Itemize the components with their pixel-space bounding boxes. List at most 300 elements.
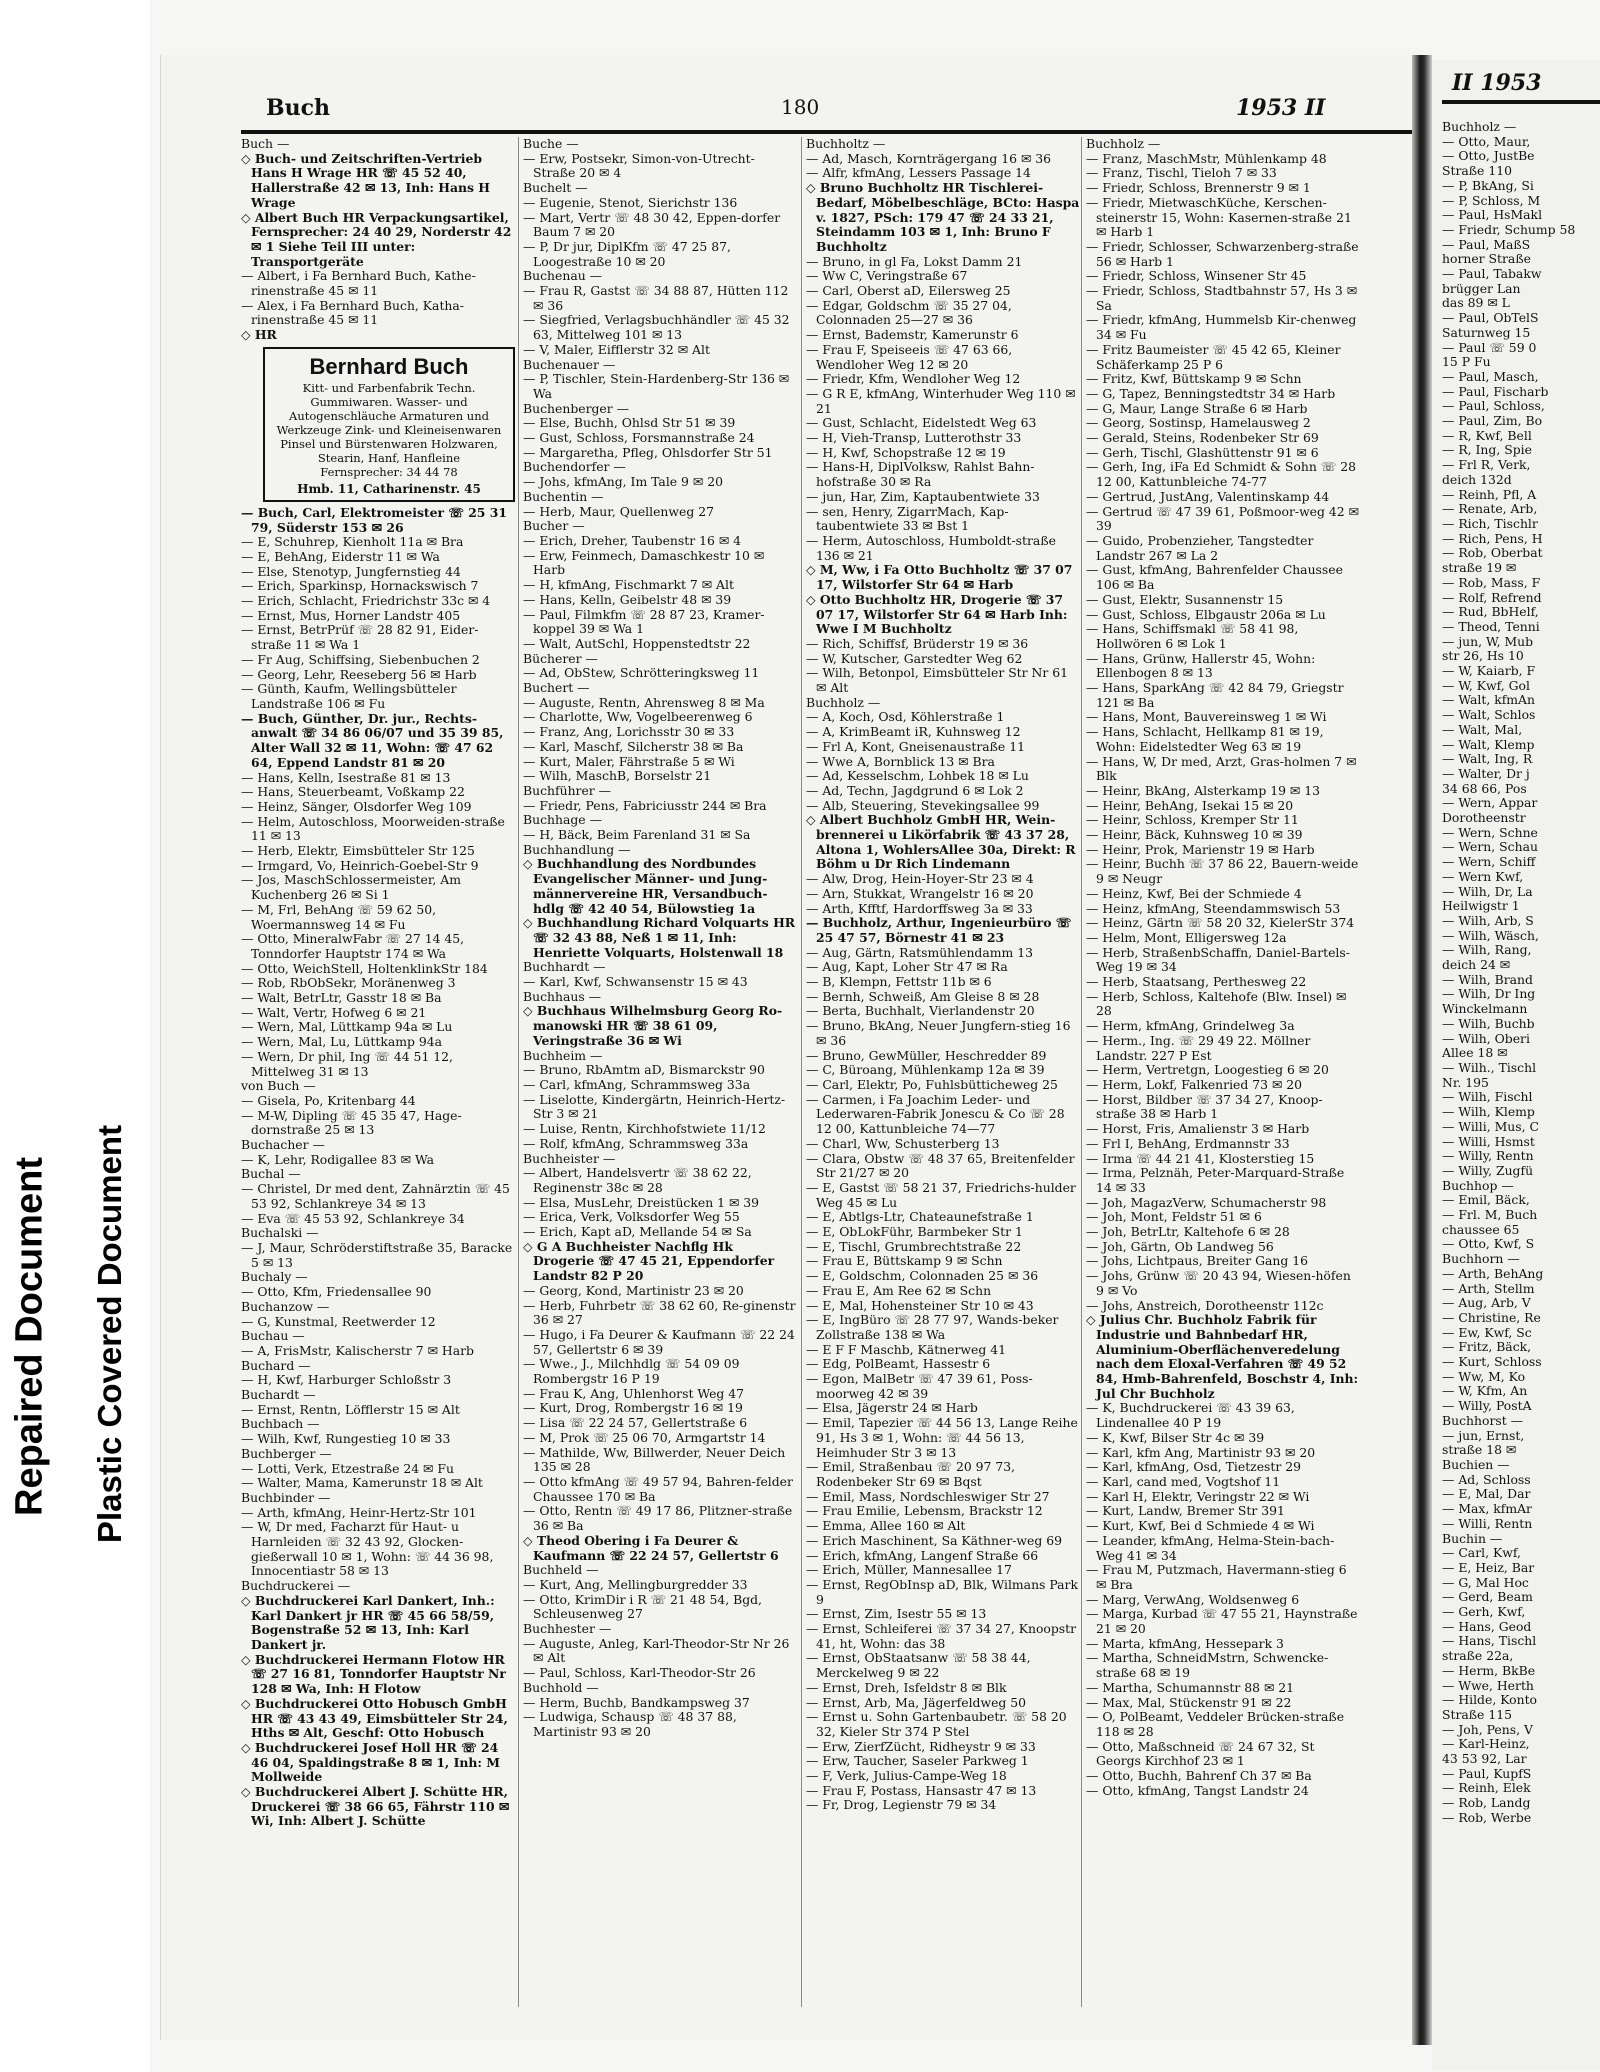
directory-entry: — W, Kutscher, Garstedter Weg 62 [806,650,1023,666]
directory-entry: Buchhaus — [523,988,602,1004]
directory-entry: — Gust, kfmAng, Bahrenfelder Chaussee 106 ✉ Ba [1086,562,1343,593]
directory-entry: ◇ Otto Buchholtz HR, Drogerie ☏ 37 07 17, Wilstorfer Str 64 ✉ Harb Inh: Wwe I M Buchholtz [806,591,1068,637]
directory-entry: — Frl R, Verk, [1442,457,1531,473]
directory-entry: — Paul, Masch, [1442,368,1539,384]
directory-entry: — Elsa, MusLehr, Dreistücken 1 ✉ 39 [523,1194,760,1210]
directory-entry: — Otto, JustBe [1442,148,1535,164]
directory-entry: — Frl A, Kont, Gneisenaustraße 11 [806,738,1025,754]
directory-entry: — Wilh, Brand [1442,971,1533,987]
directory-entry: — Hans, Kelln, Isestraße 81 ✉ 13 [241,769,451,785]
directory-entry: — Gerh, Ing, iFa Ed Schmidt & Sohn ☏ 28 12 00, Kattunbleiche 74-77 [1086,459,1356,490]
directory-entry: Bücherer — [523,650,598,666]
directory-entry: — Renate, Arb, [1442,501,1538,517]
directory-entry: — Paul, Schloss, [1442,398,1545,414]
directory-entry: Buchal — [241,1166,301,1182]
directory-entry: — Wwe., J., Milchhdlg ☏ 54 09 09 Rombergstr 16 P 19 [523,1356,740,1387]
directory-entry: Buchheister — [523,1150,616,1166]
directory-entry: — Liselotte, Kindergärtn, Heinrich-Hertz-Str 3 ✉ 21 [523,1091,786,1122]
directory-entry: — Ernst u. Sohn Gartenbaubetr. ☏ 58 20 32, Kieler Str 374 P Stel [806,1709,1067,1739]
ad-phone: Fernsprecher: 34 44 78 [320,464,458,479]
directory-entry: — Erica, Verk, Volksdorfer Weg 55 [523,1209,740,1225]
directory-entry: ◇ Buchhaus Wilhelmsburg Georg Ro-manowski HR ☏ 38 61 09, Veringstraße 36 ✉ Wi [523,1003,783,1048]
directory-entry: — Otto, WeichStell, HoltenklinkStr 184 [241,960,488,976]
directory-entry: — sen, Henry, ZigarrMach, Kap-taubentwiete 33 ✉ Bst 1 [806,503,1009,534]
directory-entry: Buchendorfer — [523,459,626,475]
directory-entry: Straße 110 [1442,163,1512,179]
directory-entry: — G R E, kfmAng, Winterhuder Weg 110 ✉ 21 [806,385,1076,416]
directory-entry: — Wern, Mal, Lüttkamp 94a ✉ Lu [241,1019,453,1035]
directory-entry: — Eugenie, Stenot, Sierichstr 136 [523,194,738,210]
directory-entry: — Joh, Mont, Feldstr 51 ✉ 6 [1086,1209,1262,1225]
directory-entry: — Carmen, i Fa Joachim Leder- und Lederwaren-Fabrik Jonescu & Co ☏ 28 12 00, Kattunbleiche 74—77 [806,1091,1065,1137]
directory-entry: deich 24 ✉ [1442,957,1511,973]
directory-entry: — Frau F, Speiseeis ☏ 47 63 66, Wendloher Weg 12 ✉ 20 [806,341,1013,372]
directory-entry: — E, Abtlgs-Ltr, Chateaunefstraße 1 [806,1209,1034,1225]
directory-entry: 15 P Fu [1442,354,1491,370]
directory-entry: — R, Kwf, Bell [1442,427,1532,443]
directory-entry: — Fr, Drog, Legienstr 79 ✉ 34 [806,1797,997,1813]
next-page-fragment [1432,60,1600,2070]
directory-entry: Buchführer — [523,782,612,798]
directory-entry: — E, IngBüro ☏ 28 77 97, Wands-beker Zollstraße 138 ✉ Wa [806,1312,1059,1342]
directory-entry: — Willi, Hsmst [1442,1133,1535,1149]
directory-entry: — K, Lehr, Rodigallee 83 ✉ Wa [241,1151,435,1167]
directory-entry: — Mart, Vertr ☏ 48 30 42, Eppen-dorfer Baum 7 ✉ 20 [523,209,781,240]
directory-entry: — Herb, Schloss, Kaltehofe (Blw. Insel) ✉ 28 [1086,988,1347,1019]
directory-entry: Buchheim — [523,1047,603,1063]
directory-entry: — Wwe, Herth [1442,1677,1534,1693]
directory-entry: — Gisela, Po, Kritenbarg 44 [241,1092,416,1108]
directory-page [160,55,1416,2040]
directory-entry: — Otto, kfmAng, Tangst Landstr 24 [1086,1782,1309,1798]
directory-entry: — E F F Maschb, Kätnerweg 41 [806,1341,1006,1357]
directory-entry: — Marg, VerwAng, Woldsenweg 6 [1086,1591,1300,1607]
directory-entry: — Irmgard, Vo, Heinrich-Goebel-Str 9 [241,857,479,873]
directory-entry: — Walt, Mal, [1442,721,1523,737]
directory-entry: — Herb, Fuhrbetr ☏ 38 62 60, Re-ginenstr 36 ✉ 27 [523,1297,796,1328]
directory-entry: — Heinz, Gärtn ☏ 58 20 32, KielerStr 374 [1086,915,1355,931]
directory-entry: — Reinh, Pfl, A [1442,486,1537,502]
directory-entry: — Erich, Müller, Mannesallee 17 [806,1562,1012,1578]
directory-entry: — Wilh, Kwf, Rungestieg 10 ✉ 33 [241,1431,451,1447]
directory-entry: Buchhop — [1442,1177,1514,1193]
next-page-column [1442,120,1600,1826]
directory-entry: — Gerd, Beam [1442,1589,1533,1605]
directory-entry: — Friedr, Schloss, Stadtbahnstr 57, Hs 3 ✉ Sa [1086,283,1358,313]
directory-entry: — Willi, Rentn [1442,1515,1533,1531]
directory-entry: — Franz, MaschMstr, Mühlenkamp 48 [1086,150,1327,166]
directory-entry: — P, Dr jur, DiplKfm ☏ 47 25 87, Loogestraße 10 ✉ 20 [523,238,731,269]
directory-entry: brügger Lan [1442,280,1521,296]
directory-entry: — Erw, Postsekr, Simon-von-Utrecht-Straße 20 ✉ 4 [523,150,755,181]
directory-entry: — Günth, Kaufm, Wellingsbütteler Landstraße 106 ✉ Fu [241,681,457,711]
directory-entry: — Rolf, kfmAng, Schrammsweg 33a [523,1135,749,1151]
directory-entry: — Wern, Dr phil, Ing ☏ 44 51 12, Mittelweg 31 ✉ 13 [241,1048,453,1079]
directory-entry: — H, Bäck, Beim Farenland 31 ✉ Sa [523,827,751,843]
directory-entry: — Hans, Geod [1442,1618,1532,1634]
directory-entry: — Karl, Kwf, Schwansenstr 15 ✉ 43 [523,974,748,990]
directory-entry: — Emil, Straßenbau ☏ 20 97 73, Rodenbeker Str 69 ✉ Bqst [806,1459,1016,1489]
directory-entry: — Gerh, Tischl, Glashüttenstr 91 ✉ 6 [1086,444,1319,460]
directory-entry: ◇ Buch- und Zeitschriften-Vertrieb Hans H Wrage HR ☏ 45 52 40, Hallerstraße 42 ✉ 13, Inh: Hans H Wrage [241,150,490,210]
directory-entry: Buchacher — [241,1137,325,1153]
directory-entry: — Ernst, Arb, Ma, Jägerfeldweg 50 [806,1694,1027,1710]
directory-entry: Bucher — [523,518,585,534]
directory-entry: — Siegfried, Verlagsbuchhändler ☏ 45 32 63, Mittelweg 101 ✉ 13 [523,312,790,343]
directory-entry: — Paul, MaßS [1442,236,1531,252]
directory-entry: — Friedr, MietwaschKüche, Kerschen-steinerstr 15, Wohn: Kasernen-straße 21 ✉ Harb 1 [1086,194,1352,240]
directory-entry: — Max, Mal, Stückenstr 91 ✉ 22 [1086,1694,1292,1710]
directory-entry: Buchert — [523,680,590,696]
directory-entry: — C, Büroang, Mühlenkamp 12a ✉ 39 [806,1062,1045,1078]
directory-entry: Buchentin — [523,488,604,504]
directory-entry: — Gust, Schloss, Elbgaustr 206a ✉ Lu [1086,606,1326,622]
directory-entry: — W, Kfm, An [1442,1383,1528,1399]
directory-entry: Buchheld — [523,1562,599,1578]
directory-entry: — Frl I, BehAng, Erdmannstr 33 [1086,1135,1290,1151]
directory-entry: — Clara, Obstw ☏ 48 37 65, Breitenfelder Str 21/27 ✉ 20 [806,1150,1075,1181]
directory-entry: Buchard — [241,1357,311,1373]
directory-entry: — Gust, Schlacht, Eidelstedt Weg 63 [806,415,1037,431]
directory-entry: — Karl H, Elektr, Veringstr 22 ✉ Wi [1086,1488,1310,1504]
directory-entry: — Herb, Elektr, Eimsbütteler Str 125 [241,843,475,859]
directory-entry: — Erw, Taucher, Saseler Parkweg 1 [806,1753,1029,1769]
directory-entry: — Arth, Stellm [1442,1280,1535,1296]
directory-entry: Buchenauer — [523,356,616,372]
directory-entry: — Walt, kfmAn [1442,692,1535,708]
directory-entry: — Bruno, RbAmtm aD, Bismarckstr 90 [523,1062,765,1078]
directory-entry: — Johs, Lichtpaus, Breiter Gang 16 [1086,1253,1308,1269]
bernhard-buch-advertisement [263,347,515,502]
directory-entry: Buchhorn — [1442,1251,1520,1267]
directory-entry: Buchdruckerei — [241,1578,351,1594]
directory-entry: str 26, Hs 10 [1442,648,1524,664]
directory-entry: — Wilh, MaschB, Borselstr 21 [523,768,712,784]
directory-entry: — Gust, Schloss, Forsmannstraße 24 [523,430,755,446]
directory-entry: — Bruno, in gl Fa, Lokst Damm 21 [806,253,1023,269]
directory-entry: — Buch, Carl, Elektromeister ☏ 25 31 79, Süderstr 153 ✉ 26 [241,504,507,535]
directory-entry: — Erich Maschinent, Sa Käthner-weg 69 [806,1532,1062,1548]
directory-entry: ◇ Albert Buch HR Verpackungsartikel, Fernsprecher: 24 40 29, Norderstr 42 ✉ 1 Siehe Teil III unter: Transportgeräte [241,209,512,269]
directory-entry: — K, Buchdruckerei ☏ 43 39 63, Lindenallee 40 P 19 [1086,1400,1295,1431]
directory-entry: — Margaretha, Pfleg, Ohlsdorfer Str 51 [523,444,773,460]
directory-entry: — Herm, Lokf, Falkenried 73 ✉ 20 [1086,1077,1303,1092]
directory-entry: ◇ Buchdruckerei Otto Hobusch GmbH HR ☏ 43 43 49, Eimsbütteler Str 24, Hths ✉ Alt, Geschf: Otto Hobusch [241,1695,508,1741]
directory-entry: — Wern, Mal, Lu, Lüttkamp 94a [241,1034,443,1050]
directory-entry: Nr. 195 [1442,1074,1489,1090]
directory-entry: — Arth, kfmAng, Heinr-Hertz-Str 101 [241,1504,477,1520]
directory-entry: — Johs, Anstreich, Dorotheenstr 112c [1086,1297,1324,1313]
directory-entry: — Gertrud ☏ 47 39 61, Poßmoor-weg 42 ✉ 39 [1086,503,1359,534]
directory-entry: — J, Maur, Schröderstiftstraße 35, Baracke 5 ✉ 13 [241,1240,513,1270]
directory-entry: — Carl, Elektr, Po, Fuhlsbütticheweg 25 [806,1077,1058,1092]
directory-entry: — Ad, Techn, Jagdgrund 6 ✉ Lok 2 [806,782,1024,798]
directory-entry: — Franz, Tischl, Tieloh 7 ✉ 33 [1086,165,1277,181]
directory-entry: Buchhorst — [1442,1412,1524,1428]
directory-entry: — Rich, Tischlr [1442,515,1538,531]
directory-entry: — Heinr, BehAng, Isekai 15 ✉ 20 [1086,797,1294,813]
directory-entry: — Ernst, Bademstr, Kamerunstr 6 [806,327,1019,343]
directory-entry: — Arth, BehAng [1442,1265,1544,1281]
ad-address: Hmb. 11, Catharinenstr. 45 [297,481,481,496]
directory-entry: — Walt, AutSchl, Hoppenstedtstr 22 [523,635,751,651]
directory-entry: — Bruno, BkAng, Neuer Jungfern-stieg 16 ✉ 36 [806,1018,1071,1048]
directory-entry: — Heinr, Schloss, Kremper Str 11 [1086,812,1299,828]
directory-entry: — Wilh, Oberi [1442,1030,1530,1046]
directory-entry: — B, Klempn, Fettstr 11b ✉ 6 [806,974,992,990]
directory-entry: — Friedr, kfmAng, Hummelsb Kir-chenweg 34 ✉ Fu [1086,312,1357,343]
directory-entry: — G, Kunstmal, Reetwerder 12 [241,1313,436,1329]
directory-entry: — Walt, Schlos [1442,707,1536,723]
directory-entry: — Luise, Rentn, Kirchhofstwiete 11/12 [523,1121,766,1137]
directory-entry: — Walt, BetrLtr, Gasstr 18 ✉ Ba [241,990,442,1006]
directory-entry: Buchberger — [241,1445,332,1461]
directory-entry: Allee 18 ✉ [1442,1045,1508,1061]
directory-entry: — Hans, Grünw, Hallerstr 45, Wohn: Ellenbogen 8 ✉ 13 [1086,650,1316,681]
directory-entry: — Irma, Pelznäh, Peter-Marquard-Straße 14 ✉ 33 [1086,1165,1345,1195]
directory-entry: — Gertrud, JustAng, Valentinskamp 44 [1086,488,1330,504]
directory-entry: — Herm, Autoschloss, Humboldt-straße 136 ✉ 21 [806,532,1056,563]
directory-entry: — Hans, Schiffsmakl ☏ 58 41 98, Hollwören 6 ✉ Lok 1 [1086,621,1299,651]
directory-entry: — Kurt, Kwf, Bei d Schmiede 4 ✉ Wi [1086,1518,1315,1534]
directory-entry: — P, Tischler, Stein-Hardenberg-Str 136 ✉ Wa [523,371,790,401]
directory-entry: — Erich, Dreher, Taubenstr 16 ✉ 4 [523,532,742,548]
directory-entry: — jun, Har, Zim, Kaptaubentwiete 33 [806,488,1040,504]
directory-entry: — Frau F, Postass, Hansastr 47 ✉ 13 [806,1782,1037,1798]
directory-entry: — Rolf, Refrend [1442,589,1542,605]
ad-body: Kitt- und Farbenfabrik Techn. Gummiwaren. Wasser- und Autogenschläuche Armaturen und Werkzeuge Zink- und Kleineisenwaren Pinsel und Bürstenwaren Holzwaren, Stearin, Hanf, Hanfleine [276,380,502,465]
directory-entry: — Leander, kfmAng, Helma-Stein-bach-Weg 41 ✉ 34 [1086,1532,1335,1563]
directory-entry: — Alb, Steuering, Stevekingsallee 99 [806,797,1040,813]
directory-entry: — Heinr, BkAng, Alsterkamp 19 ✉ 13 [1086,782,1321,798]
directory-entry: — Marta, kfmAng, Hessepark 3 [1086,1635,1284,1651]
directory-entry: — Bruno, GewMüller, Heschredder 89 [806,1047,1047,1063]
directory-entry: — Wern Kwf, [1442,868,1524,884]
directory-entry: — Paul ☏ 59 0 [1442,339,1537,355]
directory-entry: ◇ Buchdruckerei Hermann Flotow HR ☏ 27 16 81, Tonndorfer Hauptstr Nr 128 ✉ Wa, Inh: H Flotow [241,1651,506,1697]
directory-entry: 34 68 66, Pos [1442,780,1527,796]
next-page-header: II 1953 [1452,70,1542,96]
directory-entry: — Heinr, Prok, Marienstr 19 ✉ Harb [1086,841,1315,857]
archive-label-panel [0,0,150,2072]
directory-entry: — Hans-H, DiplVolksw, Rahlst Bahn-hofstraße 30 ✉ Ra [806,459,1035,490]
directory-entry: — Walt, Ing, R [1442,751,1533,767]
directory-entry: Buchhage — [523,812,602,828]
directory-entry: ◇ M, Ww, i Fa Otto Buchholtz ☏ 37 07 17, Wilstorfer Str 64 ✉ Harb [806,562,1073,593]
directory-entry: — Lisa ☏ 22 24 57, Gellertstraße 6 [523,1415,748,1431]
directory-entry: — Lotti, Verk, Etzestraße 24 ✉ Fu [241,1460,454,1476]
directory-entry: — Willy, Zugfü [1442,1162,1534,1178]
directory-entry: — Herm, Vertretgn, Loogestieg 6 ✉ 20 [1086,1062,1329,1078]
directory-entry: — Walter, Mama, Kamerunstr 18 ✉ Alt [241,1475,483,1491]
directory-entry: — Wilh, Buchb [1442,1015,1535,1031]
column-divider [801,137,802,2007]
directory-entry: — Walt, Vertr, Hofweg 6 ✉ 21 [241,1004,427,1020]
directory-entry: — Hugo, i Fa Deurer & Kaufmann ☏ 22 24 57, Gellertstr 6 ✉ 39 [523,1326,795,1357]
directory-entry: Buchhold — [523,1679,599,1695]
directory-entry: — Ernst, Zim, Isestr 55 ✉ 13 [806,1606,987,1622]
directory-entry: — P, Schloss, M [1442,192,1541,208]
directory-entry: — Friedr, Schlosser, Schwarzenberg-straße 56 ✉ Harb 1 [1086,238,1359,269]
directory-entry: — Rud, BbHelf, [1442,604,1539,620]
directory-entry: — Horst, Fris, Amalienstr 3 ✉ Harb [1086,1121,1310,1137]
directory-entry: — Fr Aug, Schiffsing, Siebenbuchen 2 [241,651,480,667]
repaired-document-label: Repaired Document [8,1157,51,1516]
directory-entry: — Herb, Maur, Quellenweg 27 [523,503,714,519]
running-head: Buch [266,95,330,121]
directory-entry: Buchin — [1442,1530,1503,1546]
directory-entry: — Helm, Mont, Elligersweg 12a [1086,929,1287,945]
directory-entry: ◇ Julius Chr. Buchholz Fabrik für Industrie und Bahnbedarf HR, Aluminium-Oberflächenveredelung nach dem Eloxal-Verfahren ☏ 49 52 84, Hmb-Bahrenfeld, Boschstr 4, Inh: Jul Chr Buchholz [1086,1312,1359,1401]
directory-entry: — Helm, Autoschloss, Moorweiden-straße 11 ✉ 13 [241,813,505,844]
directory-entry: — Hilde, Konto [1442,1692,1538,1708]
directory-entry: — K, Kwf, Bilser Str 4c ✉ 39 [1086,1429,1265,1445]
directory-entry: — H, Kwf, Harburger Schloßstr 3 [241,1372,452,1388]
directory-entry: — Willi, Mus, C [1442,1118,1539,1134]
directory-entry: Buchenberger — [523,400,630,416]
column-divider [1081,137,1082,2007]
directory-entry: — Kurt, Schloss [1442,1354,1542,1370]
directory-entry: — Herm., Ing. ☏ 29 49 22. Möllner Landstr. 227 P Est [1086,1032,1311,1063]
directory-entry: — Heinr, Buchh ☏ 37 86 22, Bauern-weide 9 ✉ Neugr [1086,856,1359,887]
directory-entry: — Hans, Schlacht, Hellkamp 81 ✉ 19, Wohn: Eidelstedter Weg 63 ✉ 19 [1086,724,1324,754]
directory-entry: — Hans, Kelln, Geibelstr 48 ✉ 39 [523,591,732,607]
directory-entry: — Alex, i Fa Bernhard Buch, Katha-rinenstraße 45 ✉ 11 [241,297,464,328]
column-2 [523,137,797,2027]
directory-entry: — Auguste, Rentn, Ahrensweg 8 ✉ Ma [523,694,765,710]
directory-entry: — Wern, Schne [1442,824,1538,840]
directory-entry: — E, ObLokFühr, Barmbeker Str 1 [806,1224,1023,1240]
directory-entry: — Rob, Landg [1442,1795,1531,1811]
directory-entry: straße 22a, [1442,1648,1514,1664]
directory-entry: — Joh, MagazVerw, Schumacherstr 98 [1086,1194,1327,1210]
directory-entry: — Erich, kfmAng, Langenf Straße 66 [806,1547,1039,1563]
directory-entry: — Franz, Ang, Lorichsstr 30 ✉ 33 [523,724,735,740]
directory-entry: — Albert, i Fa Bernhard Buch, Kathe-rinenstraße 45 ✉ 11 [241,268,476,299]
directory-entry: Buchhester — [523,1621,612,1637]
directory-entry: — H, Kwf, Schopstraße 12 ✉ 19 [806,444,1006,460]
directory-entry: Buchau — [241,1328,305,1344]
directory-entry: horner Straße [1442,251,1531,267]
directory-entry: deich 132d [1442,471,1512,487]
directory-entry: — Gerald, Steins, Rodenbeker Str 69 [1086,430,1319,446]
directory-entry: — Wern, Schiff [1442,854,1536,870]
directory-entry: — Herm, kfmAng, Grindelweg 3a [1086,1018,1295,1034]
directory-entry: — Karl, kfmAng, Osd, Tietzestr 29 [1086,1459,1302,1475]
directory-entry: — Carl, Oberst aD, Eilersweg 25 [806,283,1011,299]
directory-entry: — Otto, MineralwFabr ☏ 27 14 45, Tonndorfer Hauptstr 174 ✉ Wa [241,931,465,961]
directory-entry: — Wilh, Betonpol, Eimsbütteler Str Nr 61 ✉ Alt [806,665,1068,696]
header-rule [241,130,1501,134]
directory-entry: — H, kfmAng, Fischmarkt 7 ✉ Alt [523,577,734,593]
directory-entry: — E, Mal, Hohensteiner Str 10 ✉ 43 [806,1297,1034,1313]
directory-entry: — Emma, Allee 160 ✉ Alt [806,1518,966,1534]
directory-entry: — Ernst, Schleiferei ☏ 37 34 27, Knoopstr 41, ht, Wohn: das 38 [806,1621,1077,1651]
directory-entry: — Fritz Baumeister ☏ 45 42 65, Kleiner Schäferkamp 25 P 6 [1086,341,1341,372]
directory-entry: — Otto, Maur, [1442,133,1531,149]
directory-entry: — Erw, ZierfZücht, Ridheystr 9 ✉ 33 [806,1738,1036,1754]
directory-entry: straße 18 ✉ [1442,1442,1517,1458]
directory-entry: — Emil, Bäck, [1442,1192,1530,1208]
directory-entry: — O, PolBeamt, Veddeler Brücken-straße 118 ✉ 28 [1086,1709,1345,1739]
column-4 [1086,137,1360,2027]
directory-entry: — Berta, Buchhalt, Vierlandenstr 20 [806,1003,1035,1019]
directory-entry: — Willy, PostA [1442,1398,1532,1414]
directory-entry: — Ww, M, Ko [1442,1368,1526,1384]
directory-entry: — Otto, Maßschneid ☏ 24 67 32, St Georgs Kirchhof 23 ✉ 1 [1086,1738,1315,1769]
directory-entry: — Georg, Sostinsp, Hamelausweg 2 [1086,415,1311,431]
directory-entry: — Frau Emilie, Lebensm, Brackstr 12 [806,1503,1043,1519]
directory-entry: — Rob, RbObSekr, Moränenweg 3 [241,975,456,991]
directory-entry: — Paul, HsMakl [1442,207,1543,223]
directory-entry: Dorotheenstr [1442,810,1526,826]
column-3 [806,137,1080,2027]
directory-entry: — Paul, Tabakw [1442,266,1542,282]
directory-entry: — Aug, Arb, V [1442,1295,1531,1311]
directory-entry: — Fritz, Kwf, Büttskamp 9 ✉ Schn [1086,371,1302,387]
directory-entry: — Paul, KupfS [1442,1765,1532,1781]
directory-entry: — Rob, Werbe [1442,1809,1532,1825]
book-gutter [1412,55,1432,2045]
directory-entry: — Karl, Maschf, Silcherstr 38 ✉ Ba [523,738,744,754]
directory-entry: — Herb, StraßenbSchaffn, Daniel-Bartels-Weg 19 ✉ 34 [1086,944,1350,975]
directory-entry: Buch — [241,137,290,151]
directory-entry: — Paul, Filmkfm ☏ 28 87 23, Kramer-koppel 39 ✉ Wa 1 [523,606,765,637]
directory-entry: — E, Tischl, Grumbrechtstraße 22 [806,1238,1022,1254]
column-divider [518,137,519,2007]
directory-entry: — Wilh, Dr, La [1442,883,1533,899]
directory-entry: ◇ Theod Obering i Fa Deurer & Kaufmann ☏ 22 24 57, Gellertstr 6 [523,1532,779,1563]
directory-entry: — W, Dr med, Facharzt für Haut- u Harnleiden ☏ 32 43 92, Glocken-gießerwall 10 ✉ 1, Wohn: ☏ 44 36 98, Innocentiastr 58 ✉ 13 [241,1519,494,1579]
directory-entry: — Mathilde, Ww, Billwerder, Neuer Deich 135 ✉ 28 [523,1444,786,1475]
directory-entry: — Wilh, Fischl [1442,1089,1533,1105]
directory-entry: — Arth, Kfftf, Hardorffsweg 3a ✉ 33 [806,900,1033,916]
directory-entry: — Frl. M, Buch [1442,1207,1538,1223]
directory-entry: — Gust, Elektr, Susannenstr 15 [1086,591,1284,607]
directory-entry: — Ad, Kesselschm, Lohbek 18 ✉ Lu [806,768,1029,784]
directory-entry: — Ad, Masch, Kornträgergang 16 ✉ 36 [806,150,1052,166]
directory-entry: — Hans, Steuerbeamt, Voßkamp 22 [241,784,465,800]
directory-entry: — Friedr, Schloss, Brennerstr 9 ✉ 1 [1086,180,1311,196]
directory-entry: — Hans, Tischl [1442,1633,1537,1649]
directory-entry: — Wilh, Dr Ing [1442,986,1536,1002]
directory-entry: — Hans, Mont, Bauvereinsweg 1 ✉ Wi [1086,709,1327,725]
directory-entry: — G, Maur, Lange Straße 6 ✉ Harb [1086,400,1308,416]
directory-entry: — E, Mal, Dar [1442,1486,1531,1502]
directory-entry: — Otto, Buchh, Bahrenf Ch 37 ✉ Ba [1086,1768,1312,1784]
directory-entry: — Wilh, Arb, S [1442,912,1534,928]
directory-entry: — Erw, Feinmech, Damaschkestr 10 ✉ Harb [523,547,765,578]
directory-entry: — E, Schuhrep, Kienholt 11a ✉ Bra [241,534,464,550]
directory-entry: — E, Gastst ☏ 58 21 37, Friedrichs-hulder Weg 45 ✉ Lu [806,1179,1076,1210]
directory-entry: Buchhandlung — [523,841,631,857]
directory-entry: — Johs, Grünw ☏ 20 43 94, Wiesen-höfen 9 ✉ Vo [1086,1268,1351,1298]
directory-entry: Buchanzow — [241,1298,330,1314]
directory-entry: — Erich, Sparkinsp, Hornackswisch 7 [241,578,479,594]
directory-entry: — Alw, Drog, Hein-Hoyer-Str 23 ✉ 4 [806,871,1034,887]
directory-entry: Buchardt — [241,1387,316,1403]
next-page-rule [1442,100,1600,104]
directory-entry: — Christel, Dr med dent, Zahnärztin ☏ 45 53 92, Schlankreye 34 ✉ 13 [241,1181,510,1211]
directory-entry: — A, KrimBeamt iR, Kuhnsweg 12 [806,724,1021,740]
directory-entry: ◇ HR [241,327,277,343]
directory-entry: — jun, W, Mub [1442,633,1534,649]
directory-entry: ◇ Buchdruckerei Josef Holl HR ☏ 24 46 04, Spaldingstraße 8 ✉ 1, Inh: M Mollweide [241,1739,500,1785]
directory-entry: — A, Koch, Osd, Köhlerstraße 1 [806,709,1005,725]
directory-entry: ◇ Buchhandlung Richard Volquarts HR ☏ 32 43 88, Neß 1 ✉ 11, Inh: Henriette Volquarts, Holstenwall 18 [523,915,796,960]
directory-entry: Buche — [523,137,579,151]
directory-entry: — Wilh, Wäsch, [1442,927,1539,943]
